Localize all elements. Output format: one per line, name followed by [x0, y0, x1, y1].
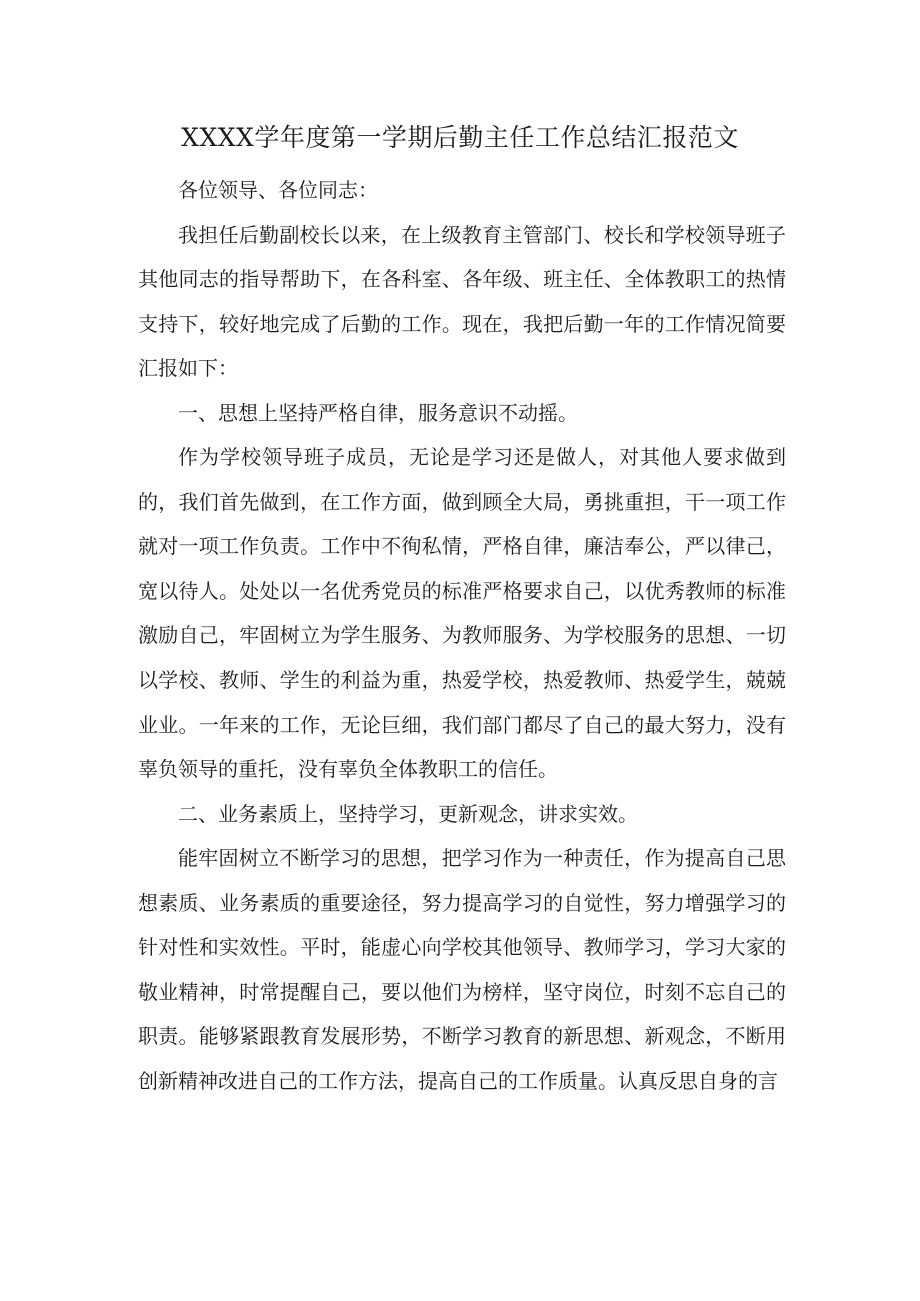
document-body [138, 168, 786, 1103]
section-2-paragraph: 能牢固树立不断学习的思想，把学习作为一种责任，作为提高自己思想素质、业务素质的重要途径，努力提高学习的自觉性，努力增强学习的针对性和实效性。平时，能虚心向学校其他领导、教师学习，学习大家的敬业精神，时常提醒自己，要以他们为榜样，坚守岗位，时刻不忘自己的职责。能够紧跟教育发展形势，不断学习教育的新思想、新观念，不断用创新精神改进自己的工作方法，提高自己的工作质量。认真反思自身的言 [138, 846, 786, 1093]
section-heading-1: 一、思想上坚持严格自律，服务意识不动摇。 [178, 400, 578, 425]
salutation-paragraph: 各位领导、各位同志： [178, 178, 378, 202]
section-heading-2: 二、业务素质上，坚持学习，更新观念，讲求实效。 [178, 801, 638, 826]
intro-paragraph: 我担任后勤副校长以来，在上级教育主管部门、校长和学校领导班子其他同志的指导帮助下，在各科室、各年级、班主任、全体教职工的热情支持下，较好地完成了后勤的工作。现在，我把后勤一年的工作情况简要汇报如下： [138, 222, 786, 381]
document-title: XXXX学年度第一学期后勤主任工作总结汇报范文 [181, 123, 739, 152]
section-1-paragraph: 作为学校领导班子成员，无论是学习还是做人，对其他人要求做到的，我们首先做到，在工作方面，做到顾全大局，勇挑重担，干一项工作就对一项工作负责。工作中不徇私情，严格自律，廉洁奉公，严以律己，宽以待人。处处以一名优秀党员的标准严格要求自己，以优秀教师的标准激励自己，牢固树立为学生服务、为教师服务、为学校服务的思想、一切以学校、教师、学生的利益为重，热爱学校，热爱教师、热爱学生，兢兢业业。一年来的工作，无论巨细，我们部门都尽了自己的最大努力，没有辜负领导的重托，没有辜负全体教职工的信任。 [138, 445, 786, 782]
